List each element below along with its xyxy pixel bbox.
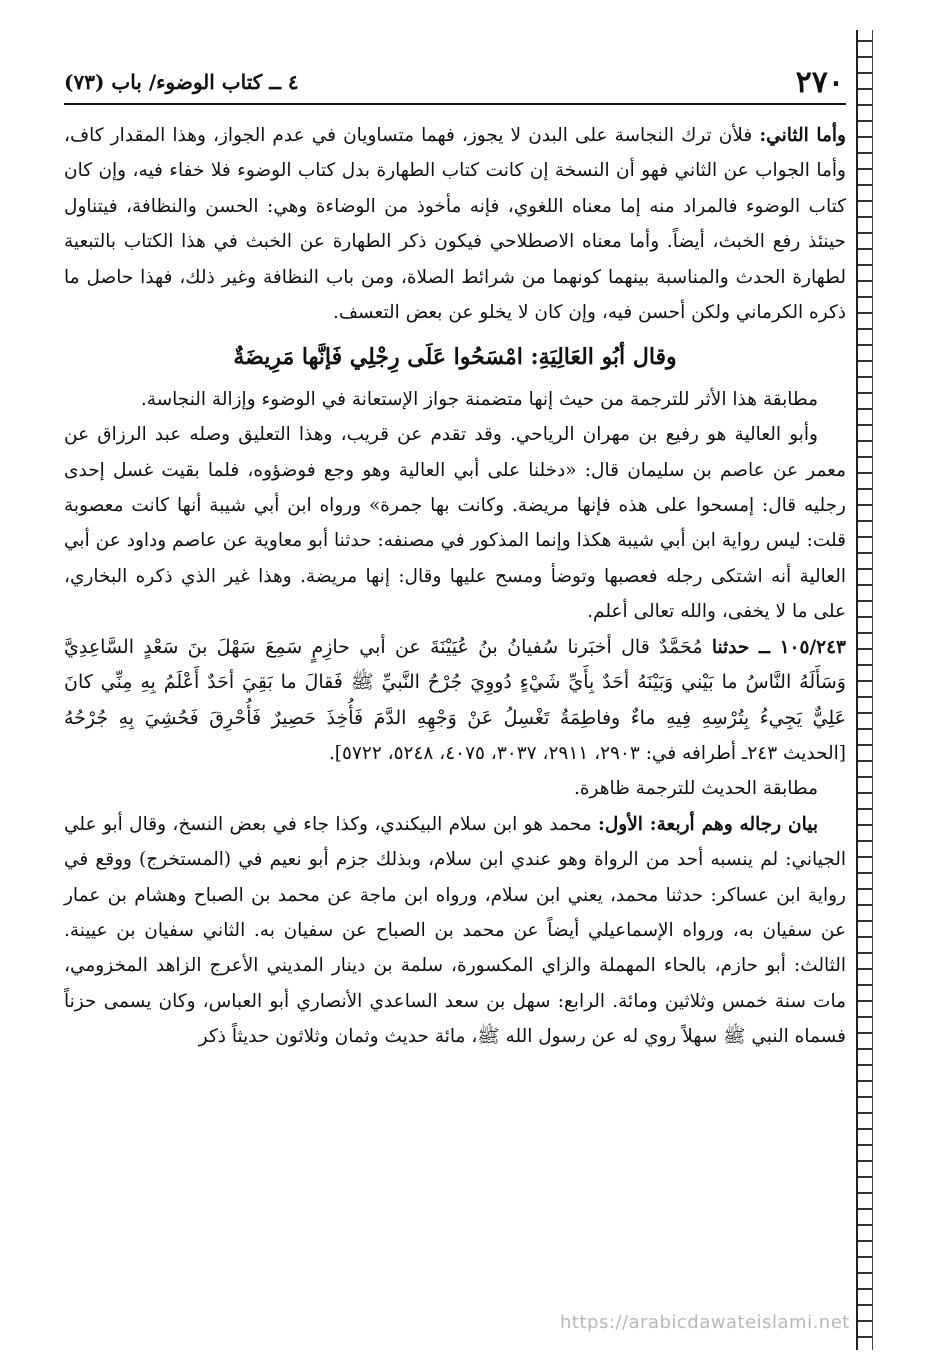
lead-bold: وأما الثاني: <box>759 125 846 146</box>
paragraph-narrators <box>64 807 846 1055</box>
header-rule <box>64 103 846 105</box>
hadith-text: مُحَمَّدٌ قال أخبَرنا سُفيانُ بنُ عُيَيْنَةَ عن أبي حازِمٍ سَمِعَ سَهْلَ بنَ سَعْدٍ السَّاعِدِيَّ وَسَأَلَهُ النَّاسُ ما بَيْني وَبَيْنَهُ أحَدٌ بِأَيِّ شَيْءٍ دُووِيَ جُرْحُ النَّبيِّ ﷺ فَقالَ ما بَقِيَ أحَدٌ أَعْلَمُ بِهِ مِنِّي كانَ عَلِيٌّ يَجِيءُ بِتُرْسِهِ فِيهِ ماءٌ وفاطِمَةُ تَغْسِلُ عَنْ وَجْهِهِ الدَّمَ فَأُخِذَ حَصِيرٌ فَأُحْرِقَ فَحُشِيَ بِهِ جُرْحُهُ <box>64 635 846 729</box>
page-body <box>64 118 846 1055</box>
page-binding-edge <box>856 30 873 1350</box>
hadith-paragraph <box>64 630 846 772</box>
page-header <box>64 62 844 102</box>
paragraph-text: محمد هو ابن سلام البيكندي، وكذا جاء في بعض النسخ، وقال أبو علي الجياني: لم ينسبه أحد من الرواة وهو عندي ابن سلام، وبذلك جزم أبو نعيم في (المستخرج) ووقع في رواية ابن عساكر: حدثنا محمد، يعني ابن سلام، ورواه ابن ماجة عن محمد بن الصباح وهشام بن عمار عن سفيان به، ورواه الإسماعيلي أيضاً عن محمد بن الصباح عن سفيان به. الثاني سفيان بن عيينة. الثالث: أبو حازم، بالحاء المهملة والزاي المكسورة، سلمة بن دينار المديني الأعرج الزاهد المخزومي، مات سنة خمس وثلاثين ومائة. الرابع: سهل بن سعد الساعدي الأنصاري أبو العباس، وكان يسمى حزناً فسماه النبي ﷺ سهلاً روي له عن رسول الله ﷺ، مائة حديث وثمان وثلاثون حديثاً ذكر <box>64 813 846 1048</box>
hadith-number: ١٠٥/٢٤٣ ــ حدثنا <box>711 636 846 658</box>
paragraph-commentary-2: مطابقة هذا الأثر للترجمة من حيث إنها متضمنة جواز الإستعانة في الوضوء وإزالة النجاسة. <box>140 388 818 410</box>
paragraph-commentary-4: مطابقة الحديث للترجمة ظاهرة. <box>573 778 818 800</box>
page-number: ٢٧٠ <box>795 64 844 100</box>
paragraph-text: فلأن ترك النجاسة على البدن لا يجوز، فهما متساويان في عدم الجواز، وهذا المقدار كاف، وأما الجواب عن الثاني فهو أن النسخة إن كانت كتاب الطهارة بدل كتاب الوضوء فلا خفاء فيه، وإن كان كتاب الوضوء فالمراد منه إما معناه اللغوي، فإنه مأخوذ من الوضاءة وهي: الحسن والنظافة، فيتناول حينئذ رفع الخبث، أيضاً. وأما معناه الاصطلاحي فيكون ذكر الطهارة عن الخبث في هذا الكتاب بالتبعية لطهارة الحدث والمناسبة بينهما كونهما من شرائط الصلاة، ومن باب النظافة وغير ذلك، فهذا حاصل ما ذكره الكرماني ولكن أحسن فيه، وإن كان لا يخلو عن بعض التعسف. <box>64 125 846 324</box>
running-title: ٤ ــ كتاب الوضوء/ باب (٧٣) <box>64 70 299 94</box>
paragraph-commentary-3: وأبو العالية هو رفيع بن مهران الرياحي. وقد تقدم عن قريب، وهذا التعليق وصله عبد الرزاق عن معمر عن عاصم بن سليمان قال: «دخلنا على أبي العالية وهو وجع فوضؤوه، فلما بقيت غسل إحدى رجليه قال: إمسحوا على هذه فإنها مريضة. وكانت بها جمرة» ورواه ابن أبي شيبة أنها كانت معصوبة قلت: ليس رواية ابن أبي شيبة هكذا وإنما المذكور في مصنفه: حدثنا أبو معاوية عن عاصم وداود عن أبي العالية أنه اشتكى رجله فعصبها وتوضأ ومسح عليها وقال: إنها مريضة. وهذا غير الذي ذكره البخاري، على ما لا يخفى، والله تعالى أعلم. <box>64 424 846 623</box>
paragraph-commentary-1 <box>64 118 846 330</box>
athar-heading: وقال أبُو العَالِيَةِ: امْسَحُوا عَلَى رِجْلِي فَإنَّها مَرِيضَةٌ <box>233 344 677 371</box>
hadith-references: [الحديث ٢٤٣ـ أطرافه في: ٢٩٠٣، ٢٩١١، ٣٠٣٧، ٤٠٧٥، ٥٢٤٨، ٥٧٢٢]. <box>328 742 846 764</box>
watermark-url: https://arabicdawateislami.net <box>560 1312 850 1333</box>
lead-bold: بيان رجاله وهم أربعة: الأول: <box>597 813 818 835</box>
